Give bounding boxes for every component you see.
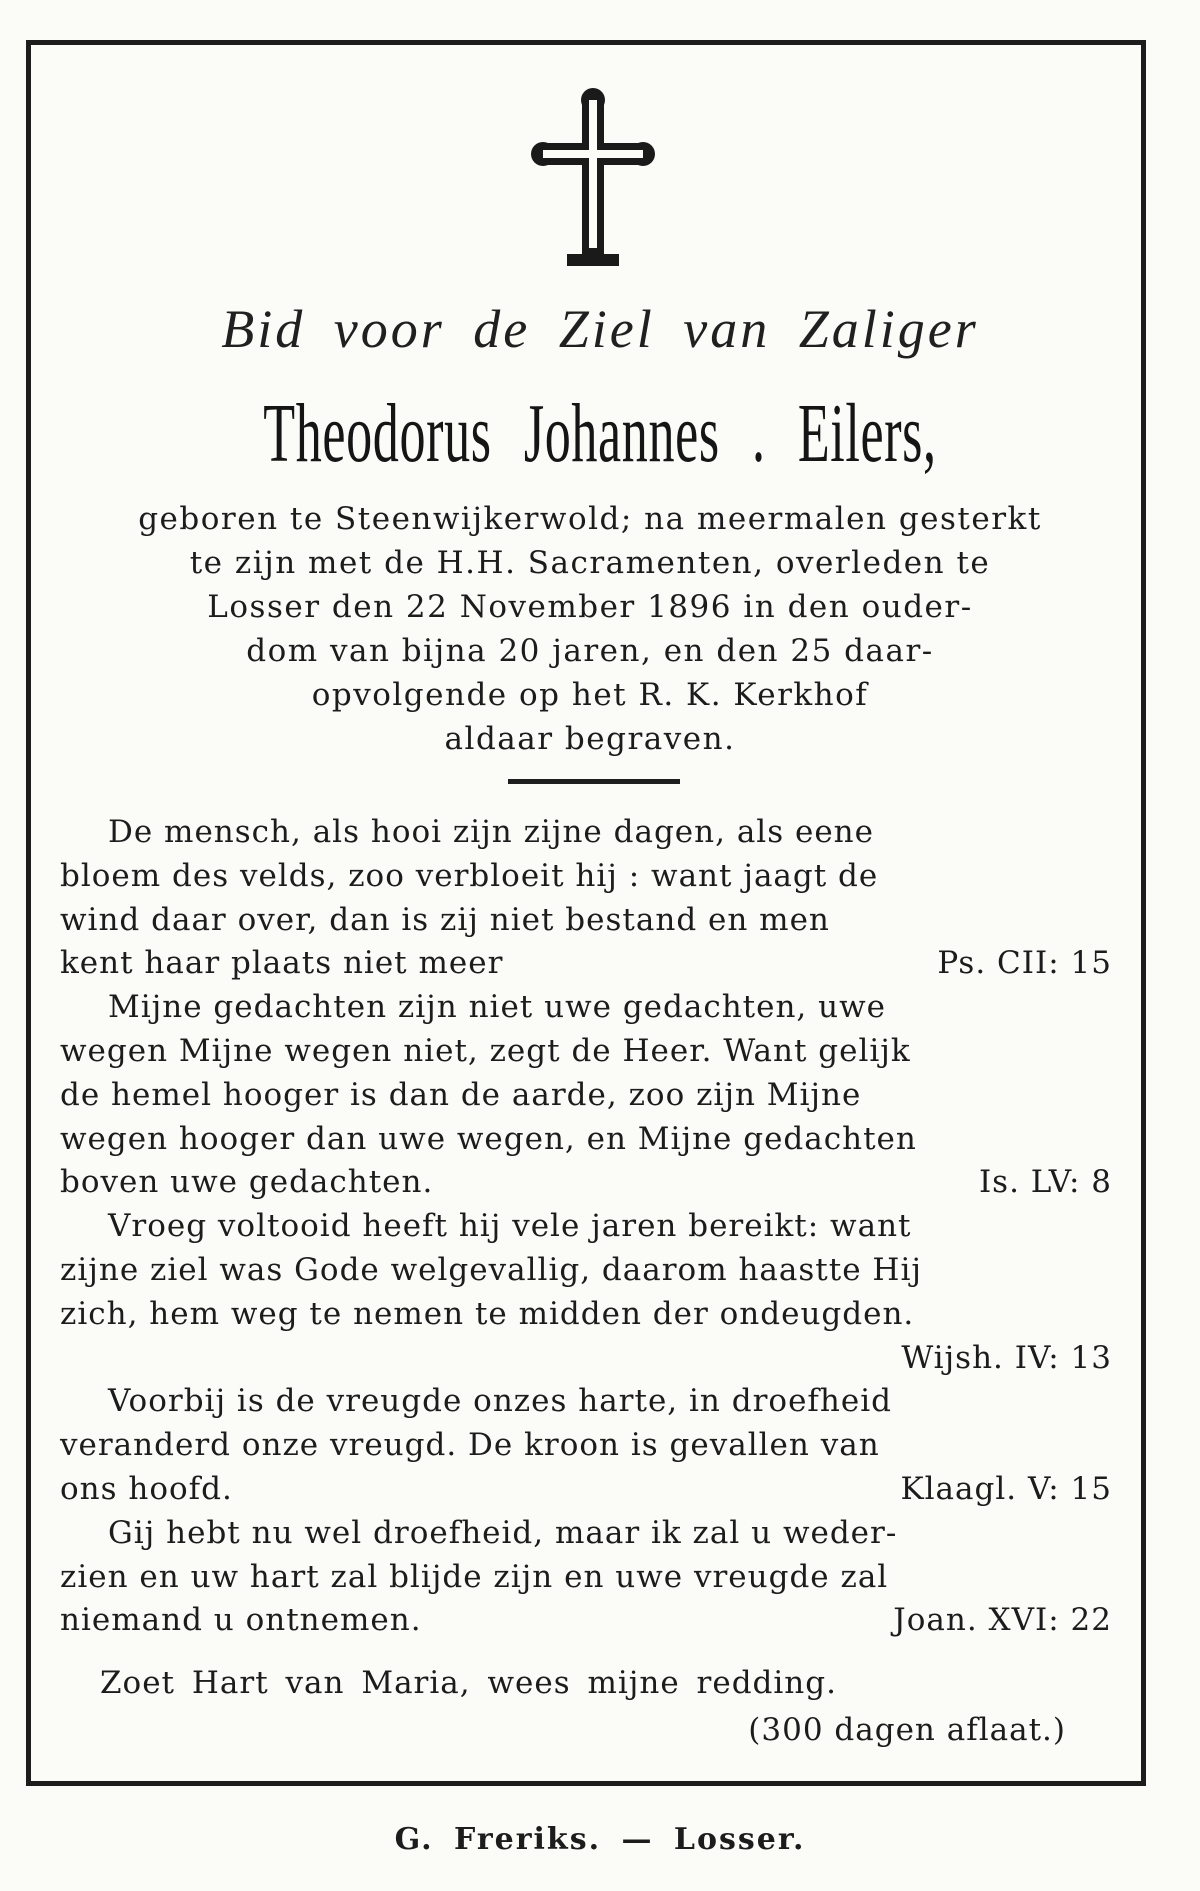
verse-line bbox=[60, 942, 1112, 986]
intro-line: te zijn met de H.H. Sacramenten, overleden te bbox=[189, 545, 991, 581]
verse-text: kent haar plaats niet meer bbox=[60, 945, 504, 982]
verse-line bbox=[60, 1205, 1112, 1249]
verse-line bbox=[60, 1337, 1112, 1381]
verse-reference: Joan. XVI: 22 bbox=[893, 1602, 1112, 1639]
verse-text: veranderd onze vreugd. De kroon is gevallen van bbox=[60, 1427, 880, 1464]
verse-line bbox=[60, 855, 1112, 899]
verse-text: Vroeg voltooid heeft hij vele jaren bereikt: want bbox=[108, 1208, 912, 1245]
deceased-name: Theodorus Johannes . Eilers, bbox=[263, 387, 937, 480]
verse-line bbox=[60, 1161, 1112, 1205]
verse-line bbox=[60, 811, 1112, 855]
verse-line bbox=[60, 899, 1112, 943]
verse-line bbox=[60, 1556, 1112, 1600]
verse-text: wegen Mijne wegen niet, zegt de Heer. Want gelijk bbox=[60, 1032, 911, 1069]
verse-text: Voorbij is de vreugde onzes harte, in droefheid bbox=[108, 1383, 892, 1420]
verse-text: zijne ziel was Gode welgevallig, daarom haastte Hij bbox=[60, 1251, 922, 1288]
verse-line bbox=[60, 1293, 1112, 1337]
scripture-verses bbox=[60, 811, 1112, 1643]
verse-text: Gij hebt nu wel droefheid, maar ik zal u weder- bbox=[108, 1514, 898, 1551]
verse-text: De mensch, als hooi zijn zijne dagen, als eene bbox=[108, 814, 874, 850]
verse-line bbox=[60, 1249, 1112, 1293]
latin-cross-icon bbox=[529, 86, 657, 276]
verse-text: ons hoofd. bbox=[60, 1470, 233, 1507]
closing-prayer: Zoet Hart van Maria, wees mijne redding. bbox=[100, 1665, 837, 1701]
verse-line bbox=[60, 986, 1112, 1030]
verse-line bbox=[60, 1424, 1112, 1468]
verse-text: wegen hooger dan uwe wegen, en Mijne gedachten bbox=[60, 1120, 917, 1157]
verse-line bbox=[60, 1599, 1112, 1643]
intro-line: Losser den 22 November 1896 in den ouder- bbox=[207, 589, 973, 625]
indulgence-note: (300 dagen aflaat.) bbox=[748, 1712, 1066, 1748]
verse-reference: Is. LV: 8 bbox=[978, 1164, 1112, 1201]
printer-imprint: G. Freriks. — Losser. bbox=[394, 1822, 806, 1857]
verse-line bbox=[60, 1468, 1112, 1512]
biographical-intro bbox=[60, 497, 1120, 761]
verse-text: wind daar over, dan is zij niet bestand en men bbox=[60, 901, 830, 938]
intro-line: aldaar begraven. bbox=[444, 721, 736, 757]
verse-text: niemand u ontnemen. bbox=[60, 1602, 422, 1639]
verse-reference: Klaagl. V: 15 bbox=[900, 1470, 1112, 1507]
verse-line bbox=[60, 1030, 1112, 1074]
verse-text: de hemel hooger is dan de aarde, zoo zijn Mijne bbox=[60, 1076, 862, 1113]
intro-line: opvolgende op het R. K. Kerkhof bbox=[311, 677, 869, 713]
verse-text: boven uwe gedachten. bbox=[60, 1164, 434, 1201]
intro-line: dom van bijna 20 jaren, en den 25 daar- bbox=[246, 633, 934, 669]
verse-text: bloem des velds, zoo verbloeit hij : want jaagt de bbox=[60, 857, 879, 894]
divider-rule bbox=[508, 779, 680, 784]
verse-line bbox=[60, 1380, 1112, 1424]
verse-text: zich, hem weg te nemen te midden der ondeugden. bbox=[60, 1295, 915, 1332]
verse-text: Mijne gedachten zijn niet uwe gedachten, uwe bbox=[108, 989, 886, 1026]
invocation-heading: Bid voor de Ziel van Zaliger bbox=[221, 299, 979, 359]
verse-line bbox=[60, 1118, 1112, 1162]
verse-reference: Wijsh. IV: 13 bbox=[901, 1339, 1112, 1376]
verse-reference: Ps. CII: 15 bbox=[937, 945, 1112, 982]
intro-line: geboren te Steenwijkerwold; na meermalen gesterkt bbox=[138, 501, 1042, 537]
verse-line bbox=[60, 1512, 1112, 1556]
verse-text: zien en uw hart zal blijde zijn en uwe vreugde zal bbox=[60, 1558, 889, 1595]
verse-line bbox=[60, 1074, 1112, 1118]
